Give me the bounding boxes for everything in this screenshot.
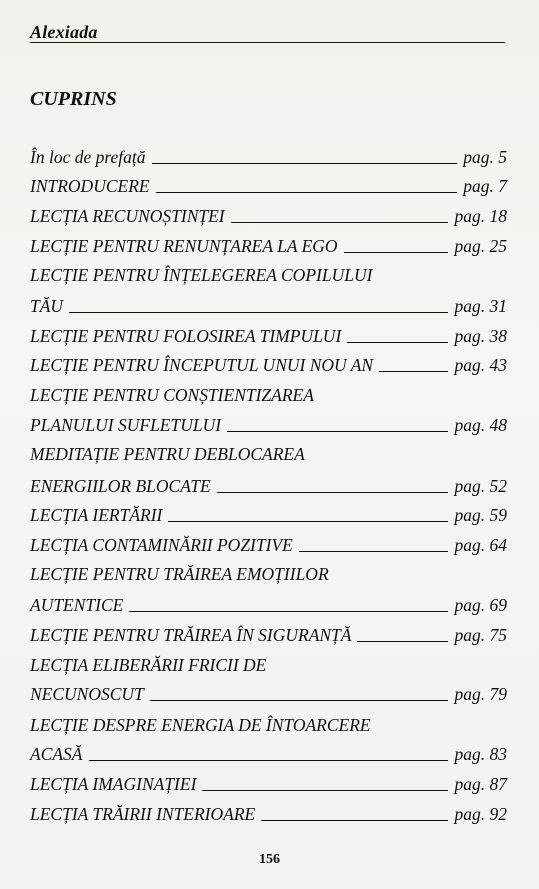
toc-entry-title: LECȚIE PENTRU ÎNȚELEGEREA COPILULUI (30, 265, 373, 285)
toc-entry-title: LECȚIE PENTRU CONȘTIENTIZAREA (30, 385, 314, 405)
toc-leader-rule (152, 163, 457, 164)
toc-entry-page: pag. 7 (463, 176, 507, 196)
toc-entry-page: pag. 25 (454, 236, 507, 256)
toc-entry-page: pag. 31 (454, 296, 507, 316)
toc-entry-title: LECȚIE PENTRU TRĂIREA ÎN SIGURANȚĂ (30, 625, 352, 645)
toc-leader-rule (227, 431, 448, 432)
toc-leader-rule (347, 342, 448, 343)
toc-entry (30, 651, 507, 679)
toc-entry-title: LECȚIE PENTRU TRĂIREA EMOȚIILOR (30, 564, 329, 584)
toc-entry (30, 621, 507, 649)
toc-entry-page: pag. 48 (454, 415, 507, 435)
toc-entry (30, 232, 507, 260)
toc-entry (30, 680, 507, 708)
toc-leader-rule (202, 790, 448, 791)
toc-entry (30, 591, 507, 619)
toc-entry-page: pag. 79 (454, 684, 507, 704)
toc-entry (30, 172, 507, 200)
toc-leader-rule (299, 551, 448, 552)
toc-entry-title: ACASĂ (30, 744, 83, 764)
toc-entry-title: LECȚIE PENTRU RENUNȚAREA LA EGO (30, 236, 338, 256)
toc-entry-page: pag. 43 (454, 355, 507, 375)
toc-entry-title: În loc de prefață (30, 147, 146, 167)
toc-entry-page: pag. 52 (454, 476, 507, 496)
header-rule (30, 42, 505, 43)
toc-entry-title: LECȚIA TRĂIRII INTERIOARE (30, 804, 256, 824)
toc-entry (30, 292, 507, 320)
toc-leader-rule (261, 820, 448, 821)
toc-entry (30, 560, 507, 588)
toc-leader-rule (217, 492, 448, 493)
toc-leader-rule (129, 611, 448, 612)
toc-entry-title: NECUNOSCUT (30, 684, 144, 704)
toc-entry-page: pag. 75 (454, 625, 507, 645)
toc-entry-title: MEDITAȚIE PENTRU DEBLOCAREA (30, 444, 305, 464)
toc-entry (30, 261, 507, 289)
toc-entry (30, 711, 507, 739)
toc-entry-title: PLANULUI SUFLETULUI (30, 415, 222, 435)
toc-entry-page: pag. 83 (454, 744, 507, 764)
toc-entry-page: pag. 59 (454, 505, 507, 525)
toc-leader-rule (150, 700, 448, 701)
toc-entry-page: pag. 5 (463, 147, 507, 167)
toc-entry-title: LECȚIA IMAGINAȚIEI (30, 774, 197, 794)
toc-entry-page: pag. 38 (454, 326, 507, 346)
toc-entry (30, 800, 507, 828)
toc-leader-rule (231, 222, 448, 223)
toc-entry-page: pag. 69 (454, 595, 507, 615)
toc-entry-title: LECȚIA CONTAMINĂRII POZITIVE (30, 535, 293, 555)
toc-entry-page: pag. 87 (454, 774, 507, 794)
toc-entry-title: TĂU (30, 296, 64, 316)
toc-entry-title: INTRODUCERE (30, 176, 150, 196)
header-title: Alexiada (30, 22, 98, 42)
toc-entry (30, 143, 507, 171)
section-title: CUPRINS (30, 88, 117, 110)
toc-leader-rule (89, 760, 448, 761)
toc-entry (30, 770, 507, 798)
toc-entry (30, 501, 507, 529)
toc-entry-page: pag. 18 (454, 206, 507, 226)
toc-entry-title: LECȚIE PENTRU ÎNCEPUTUL UNUI NOU AN (30, 355, 374, 375)
toc-entry (30, 381, 507, 409)
toc-leader-rule (156, 192, 457, 193)
toc-entry-title: AUTENTICE (30, 595, 124, 615)
toc-leader-rule (69, 312, 448, 313)
toc-leader-rule (168, 521, 448, 522)
toc-entry-title: LECȚIA IERTĂRII (30, 505, 163, 525)
toc-entry (30, 351, 507, 379)
toc-entry (30, 411, 507, 439)
toc-entry-title: ENERGIILOR BLOCATE (30, 476, 211, 496)
toc-entry-title: LECȚIA RECUNOȘTINȚEI (30, 206, 225, 226)
toc-entry-title: LECȚIE DESPRE ENERGIA DE ÎNTOARCERE (30, 715, 371, 735)
toc-leader-rule (379, 371, 448, 372)
toc-entry (30, 740, 507, 768)
toc-leader-rule (344, 252, 448, 253)
toc-entry (30, 322, 507, 350)
toc-entry-title: LECȚIA ELIBERĂRII FRICII DE (30, 655, 267, 675)
toc-entry-page: pag. 64 (454, 535, 507, 555)
toc-entry (30, 472, 507, 500)
toc-entry (30, 202, 507, 230)
toc-leader-rule (357, 641, 448, 642)
running-header (30, 22, 505, 44)
toc-entry (30, 440, 507, 468)
toc-entry (30, 531, 507, 559)
toc-entry-page: pag. 92 (454, 804, 507, 824)
toc-entry-title: LECȚIE PENTRU FOLOSIREA TIMPULUI (30, 326, 342, 346)
page-number: 156 (259, 852, 280, 867)
